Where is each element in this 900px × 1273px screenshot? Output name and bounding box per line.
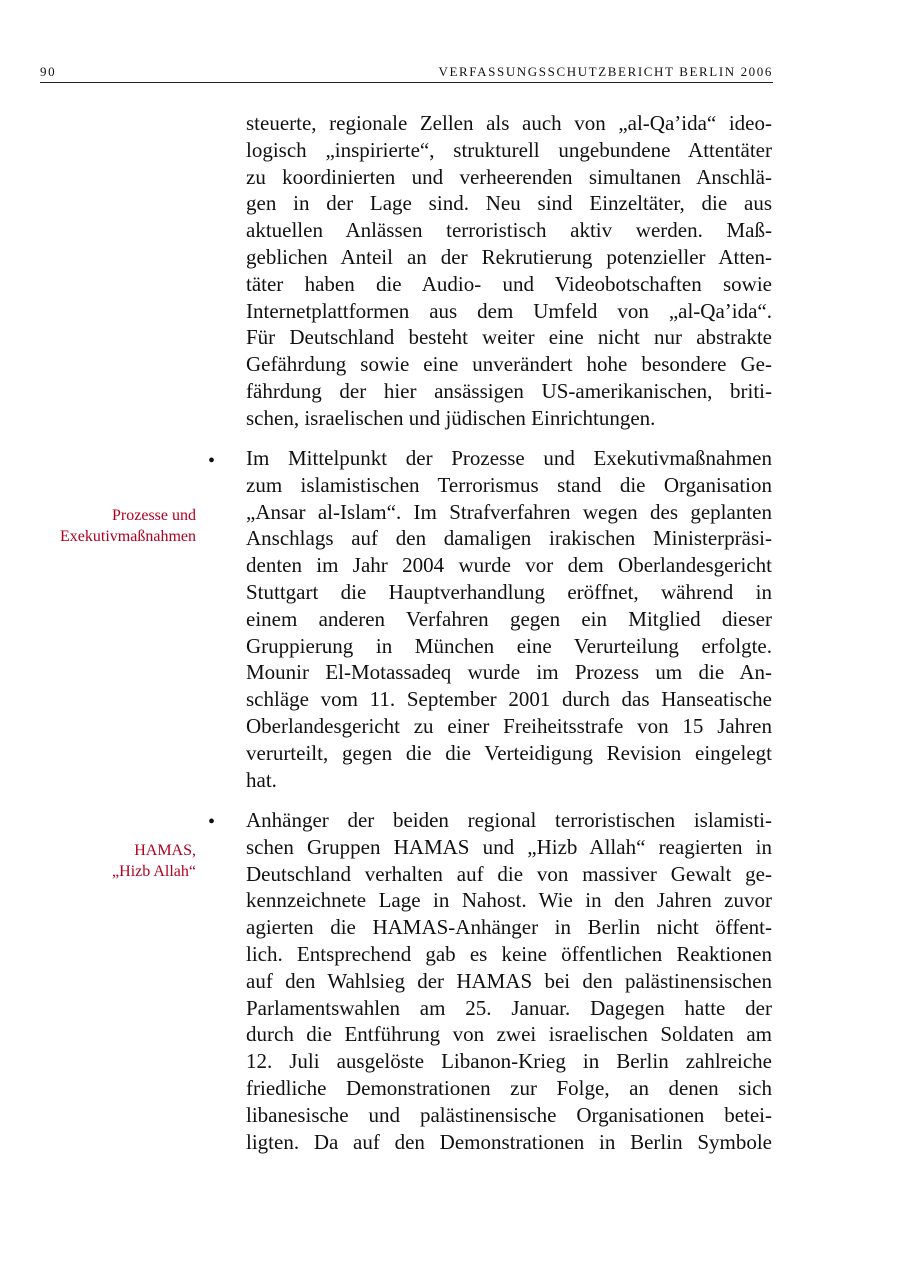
- text-line: verurteilt, gegen die die Verteidigung Revision eingelegt: [246, 740, 772, 765]
- margin-note-hamas: [112, 840, 196, 882]
- text-line: 12. Juli ausgelöste Libanon-Krieg in Berlin zahlreiche: [246, 1049, 772, 1074]
- text-line: Im Mittelpunkt der Prozesse und Exekutivmaßnahmen: [246, 446, 772, 470]
- page-header: [40, 62, 773, 83]
- margin-note-line: HAMAS,: [134, 842, 196, 859]
- text-line: denten im Jahr 2004 wurde vor dem Oberlandesgericht: [246, 553, 772, 578]
- text-line: durch die Entführung von zwei israelischen Soldaten am: [246, 1022, 772, 1047]
- text-line: aktuellen Anlässen terroristisch aktiv werden. Maß-: [246, 218, 772, 243]
- margin-note-line: Prozesse und: [112, 507, 196, 524]
- text-line: friedliche Demonstrationen zur Folge, an denen sich: [246, 1075, 772, 1100]
- bullet-paragraph-hamas: [246, 807, 772, 1155]
- text-line: geblichen Anteil an der Rekrutierung potenzieller Atten-: [246, 244, 772, 269]
- text-line: schen, israelischen und jüdischen Einrichtungen.: [246, 405, 656, 430]
- bullet-icon: •: [208, 811, 216, 833]
- margin-note-line: Exekutivmaßnahmen: [60, 528, 196, 545]
- text-line: Mounir El-Motassadeq wurde im Prozess um die An-: [246, 660, 772, 685]
- text-line: Anhänger der beiden regional terroristischen islamisti-: [246, 808, 772, 832]
- text-line: einem anderen Verfahren gegen ein Mitglied dieser: [246, 606, 772, 631]
- text-line: Gefährdung sowie eine unverändert hohe besondere Ge-: [246, 352, 772, 377]
- text-line: libanesische und palästinensische Organisationen betei-: [246, 1102, 772, 1127]
- margin-note-prozesse: [60, 505, 196, 547]
- text-line: Stuttgart die Hauptverhandlung eröffnet, während in: [246, 579, 772, 604]
- paragraph-continuation: [246, 110, 772, 432]
- text-line: ligten. Da auf den Demonstrationen in Berlin Symbole: [246, 1129, 772, 1154]
- text-line: agierten die HAMAS-Anhänger in Berlin nicht öffent-: [246, 915, 772, 940]
- bullet-icon: •: [208, 450, 216, 472]
- running-title: VERFASSUNGSSCHUTZBERICHT BERLIN 2006: [438, 64, 773, 79]
- bullet-paragraph-prozesse: [246, 445, 772, 793]
- text-line: logisch „inspirierte“, strukturell ungebundene Attentäter: [246, 137, 772, 162]
- text-line: fährdung der hier ansässigen US-amerikanischen, briti-: [246, 378, 772, 403]
- text-line: Deutschland verhalten auf die von massiver Gewalt ge-: [246, 861, 772, 886]
- text-line: zum islamistischen Terrorismus stand die Organisation: [246, 472, 772, 497]
- text-line: „Ansar al-Islam“. Im Strafverfahren wegen des geplanten: [246, 499, 772, 524]
- text-line: lich. Entsprechend gab es keine öffentlichen Reaktionen: [246, 941, 772, 966]
- text-line: Gruppierung in München eine Verurteilung erfolgte.: [246, 633, 772, 658]
- text-line: täter haben die Audio- und Videobotschaften sowie: [246, 271, 772, 296]
- page-number: 90: [40, 64, 57, 79]
- text-line: hat.: [246, 767, 277, 792]
- text-line: zu koordinierten und verheerenden simultanen Anschlä-: [246, 164, 772, 189]
- margin-note-line: „Hizb Allah“: [112, 863, 196, 880]
- text-line: steuerte, regionale Zellen als auch von „al-Qa’ida“ ideo-: [246, 111, 772, 135]
- text-line: schen Gruppen HAMAS und „Hizb Allah“ reagierten in: [246, 834, 772, 859]
- text-line: Parlamentswahlen am 25. Januar. Dagegen hatte der: [246, 995, 772, 1020]
- text-line: Anschlags auf den damaligen irakischen Ministerpräsi-: [246, 526, 772, 551]
- text-line: Für Deutschland besteht weiter eine nicht nur abstrakte: [246, 325, 772, 350]
- text-line: schläge vom 11. September 2001 durch das Hanseatische: [246, 687, 772, 712]
- text-line: auf den Wahlsieg der HAMAS bei den palästinensischen: [246, 968, 772, 993]
- text-line: gen in der Lage sind. Neu sind Einzeltäter, die aus: [246, 191, 772, 216]
- text-line: Internetplattformen aus dem Umfeld von „al-Qa’ida“.: [246, 298, 772, 323]
- text-line: Oberlandesgericht zu einer Freiheitsstrafe von 15 Jahren: [246, 713, 772, 738]
- text-line: kennzeichnete Lage in Nahost. Wie in den Jahren zuvor: [246, 888, 772, 913]
